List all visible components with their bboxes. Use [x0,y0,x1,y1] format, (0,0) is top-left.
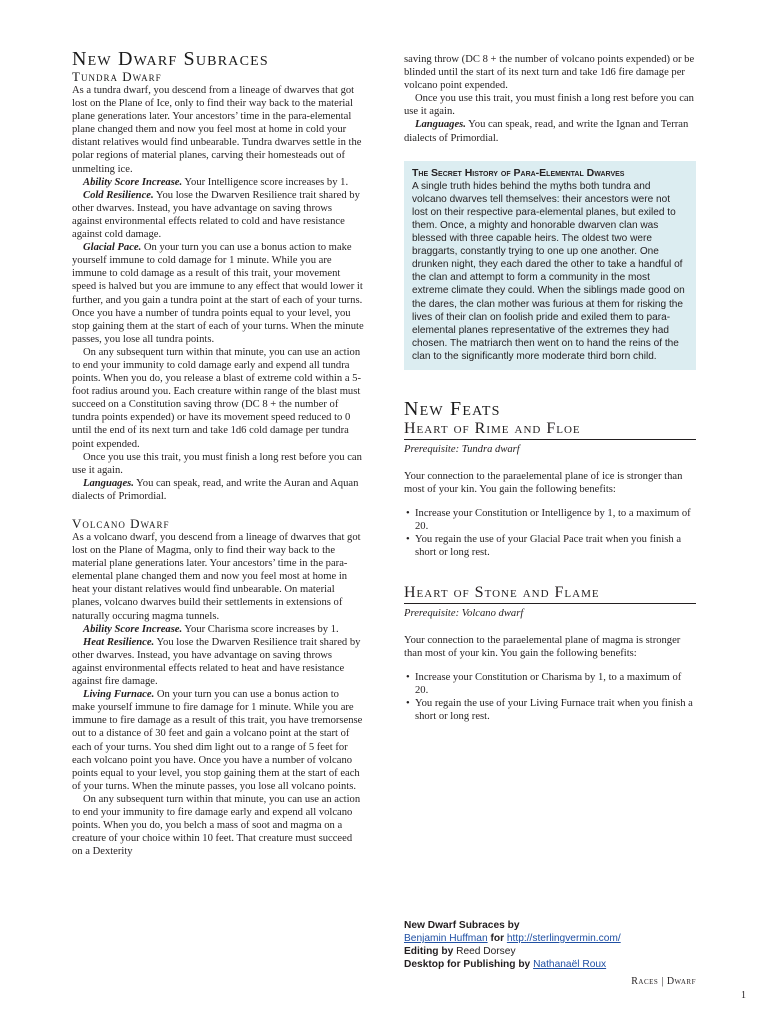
credits-line: New Dwarf Subraces by [404,920,520,931]
list-item: • You regain the use of your Living Furnace trait when you finish a short or long rest. [406,697,693,722]
left-column [72,48,364,858]
volcano-asi: Ability Score Increase. Your Charisma score increases by 1. [83,623,339,635]
page-title: New Dwarf Subraces [72,48,269,70]
author-link[interactable]: Benjamin Huffman [404,933,488,944]
feat-heart-of-rime-desc: Your connection to the paraelemental plane of ice is stronger than most of your kin. You gain the following benefits: [404,470,683,496]
credits-dtp-line: Desktop for Publishing by Nathanaël Roux [404,959,607,970]
feat-heart-of-stone-benefits [404,671,696,723]
feat-heart-of-rime-benefits [404,507,696,559]
volcano-subsequent: On any subsequent turn within that minute, you can use an action to end your immunity to fire damage early and expend all volcano points. When you do, you belch a mass of soot and magma on a creature of your choice within 10 feet. That creature must succeed on a Dexterity [72,793,361,858]
right-column [404,53,696,723]
volcano-languages: Languages. You can speak, read, and write the Ignan and Terran dialects of Primordial. [404,119,689,144]
tundra-cold-resilience: Cold Resilience. You lose the Dwarven Resilience trait shared by other dwarves. Instead, you have advantage on saving throws against environmental effects related to cold and have resistance against cold damage. [72,189,360,241]
tundra-dwarf-heading: Tundra Dwarf [72,69,162,84]
list-item: • Increase your Constitution or Intelligence by 1, to a maximum of 20. [406,508,691,533]
tundra-languages: Languages. You can speak, read, and write the Auran and Aquan dialects of Primordial. [72,477,359,502]
list-item: • You regain the use of your Glacial Pace trait when you finish a short or long rest. [406,534,682,559]
feat-heart-of-stone-desc: Your connection to the paraelemental plane of magma is stronger than most of your kin. You gain the following benefits: [404,634,681,659]
volcano-dwarf-heading: Volcano Dwarf [72,516,170,531]
secret-history-sidebar [404,161,696,370]
website-link[interactable]: http://sterlingvermin.com/ [506,933,621,944]
sidebar-title: The Secret History of Para-Elemental Dwarves [412,166,625,179]
volcano-living-furnace: Living Furnace. On your turn you can use a bonus action to make yourself immune to fire damage for 1 minute. While you are immune to fire damage as a result of this trait, you have tremorsense out to a distance of 30 feet and gain a volcano point at the start of each of your turns. You shed dim light out to a range of 5 feet for each volcano point you have. Once you have a number of volcano points equal to your level, you stop gaining them at the start of each of your turns. When the minute passes, you lose all volcano points. [72,689,363,792]
credits-author-line: Benjamin Huffman for http://sterlingvermin.com/ [404,933,621,944]
tundra-asi: Ability Score Increase. Your Intelligence score increases by 1. [83,176,349,188]
credits-editing-line: Editing by Reed Dorsey [404,946,516,957]
page-number: 1 [741,990,746,1001]
credits [404,919,704,971]
tundra-glacial-pace: Glacial Pace. On your turn you can use a bonus action to make yourself immune to cold damage for 1 minute. While you are immune to cold damage as a result of this trait, your movement speed is halved but you are immune to any effect that would lower it further, and you gain a tundra point at the start of each of your turns. Once you have a number of tundra points equal to your level, you stop gaining them at the start of each of your turns. When the minute passes, you lose all tundra points. [72,242,364,345]
tundra-subsequent: On any subsequent turn within that minute, you can use an action to end your immunity to cold damage early and expend all tundra points. When you do, you release a blast of extreme cold within a 5-foot radius around you. Each creature within range of the blast must succeed on a Constitution saving throw (DC 8 + the number of tundra points expended) or have its movement speed reduced to 0 until the end of its next turn and take 1d6 cold damage per tundra point expended. [72,346,361,450]
volcano-rest: Once you use this trait, you must finish a long rest before you can use it again. [404,93,694,118]
volcano-intro: As a volcano dwarf, you descend from a lineage of dwarves that got lost on the Plane of Magma, only to find their way back to the material plane generations later. Your ancestors’ time in the para-elemental plane changed them and now you feel most at home in heat your distant relatives would find unbearable. On material planes, volcano dwarves build their settlements in extensions of naturally occuring magma tunnels. [72,532,361,622]
dtp-link[interactable]: Nathanaël Roux [533,959,607,970]
footer-section-label: Races | Dwarf [631,976,696,987]
sidebar-body: A single truth hides behind the myths both tundra and volcano dwarves tell themselves: their ancestors were not lost on their respective para-elemental planes, but exiled to them. Once, a mighty and honorable dwarven clan was blessed with three capable heirs. The oldest two were braggarts, constantly trying to one up one another. One drunken night, they each dared the other to take a handful of the clan and attempt to form a community in the most extreme climate they could. When the siblings made good on the dares, the clan mother was furious at them for risking the lives of their clan on foolish pride and exiled them to para-elemental planes representative of the extremes they had chosen. The matriarch then went on to hand the reins of the clan to the significantly more moderate third born child. [412,180,685,362]
feat-heart-of-stone-title: Heart of Stone and Flame [404,584,696,604]
list-item: • Increase your Constitution or Charisma by 1, to a maximum of 20. [406,671,682,696]
feat-heart-of-stone-prereq: Prerequisite: Volcano dwarf [404,607,524,619]
volcano-heat-resilience: Heat Resilience. You lose the Dwarven Resilience trait shared by other dwarves. Instead, you have advantage on saving throws against environmental effects related to heat and have resistance against fire damage. [72,636,361,688]
feat-heart-of-rime-title: Heart of Rime and Floe [404,420,696,440]
tundra-intro: As a tundra dwarf, you descend from a lineage of dwarves that got lost on the Plane of Ice, only to find their way back to the material plane generations later. Your ancestors’ time in the para-elemental plane changed them and now you feel most at home in cold your distant relatives would find unbearable. Tundra dwarves settle in the polar regions of material planes, carving their homesteads out of unmelting ice. [72,85,362,175]
tundra-rest: Once you use this trait, you must finish a long rest before you can use it again. [72,451,362,476]
volcano-continued: saving throw (DC 8 + the number of volcano points expended) or be blinded until the start of its next turn and take 1d6 fire damage per volcano point expended. [404,54,695,92]
new-feats-title: New Feats [404,397,501,420]
feat-heart-of-rime-prereq: Prerequisite: Tundra dwarf [404,443,520,455]
